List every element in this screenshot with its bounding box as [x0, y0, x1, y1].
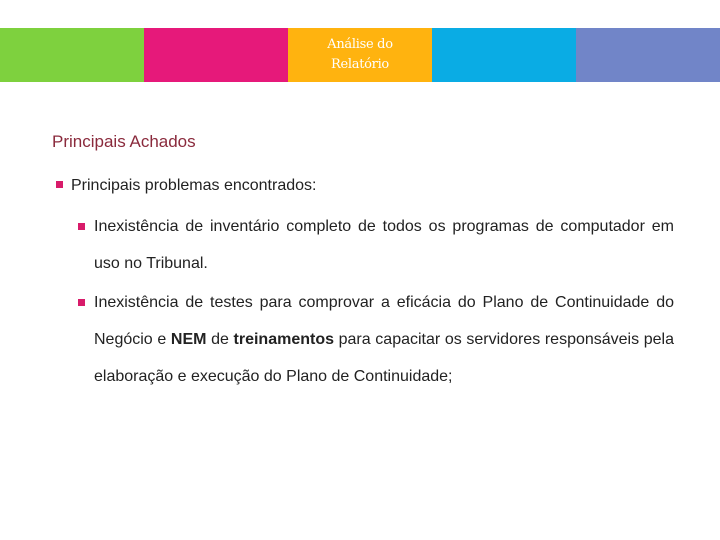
bullet-item-continuity	[78, 284, 674, 395]
bullet-square-icon	[78, 223, 85, 230]
section-title: Principais Achados	[52, 132, 196, 151]
bold-text-nem: NEM	[170, 331, 207, 348]
header-block-green	[0, 28, 144, 82]
text-segment: para capacitar os servidores responsáveis pela elaboração e execução do Plano de Continuidade;	[94, 331, 675, 385]
text-segment: Inexistência de testes para comprovar a eficácia do Plano de Continuidade do Negócio e	[94, 294, 674, 348]
bullet-square-icon	[56, 181, 63, 188]
header-title: Análise do Relatório	[327, 37, 393, 72]
header-block-blue	[432, 28, 576, 82]
text-segment: de	[206, 331, 234, 348]
header-block-lavender	[576, 28, 720, 82]
level1-text: Principais problemas encontrados:	[71, 177, 317, 194]
bullet-item-text: Inexistência de inventário completo de todos os programas de computador em uso no Tribunal.	[94, 218, 674, 272]
header-block-pink	[144, 28, 288, 82]
bullet-square-icon	[78, 299, 85, 306]
bullet-level1	[56, 174, 676, 198]
bold-text-treinamentos: treinamentos	[233, 331, 334, 348]
bullet-item-text	[78, 284, 674, 395]
header-color-bar	[0, 28, 720, 82]
header-block-orange	[288, 28, 432, 82]
bullet-item-inventory	[78, 208, 674, 282]
